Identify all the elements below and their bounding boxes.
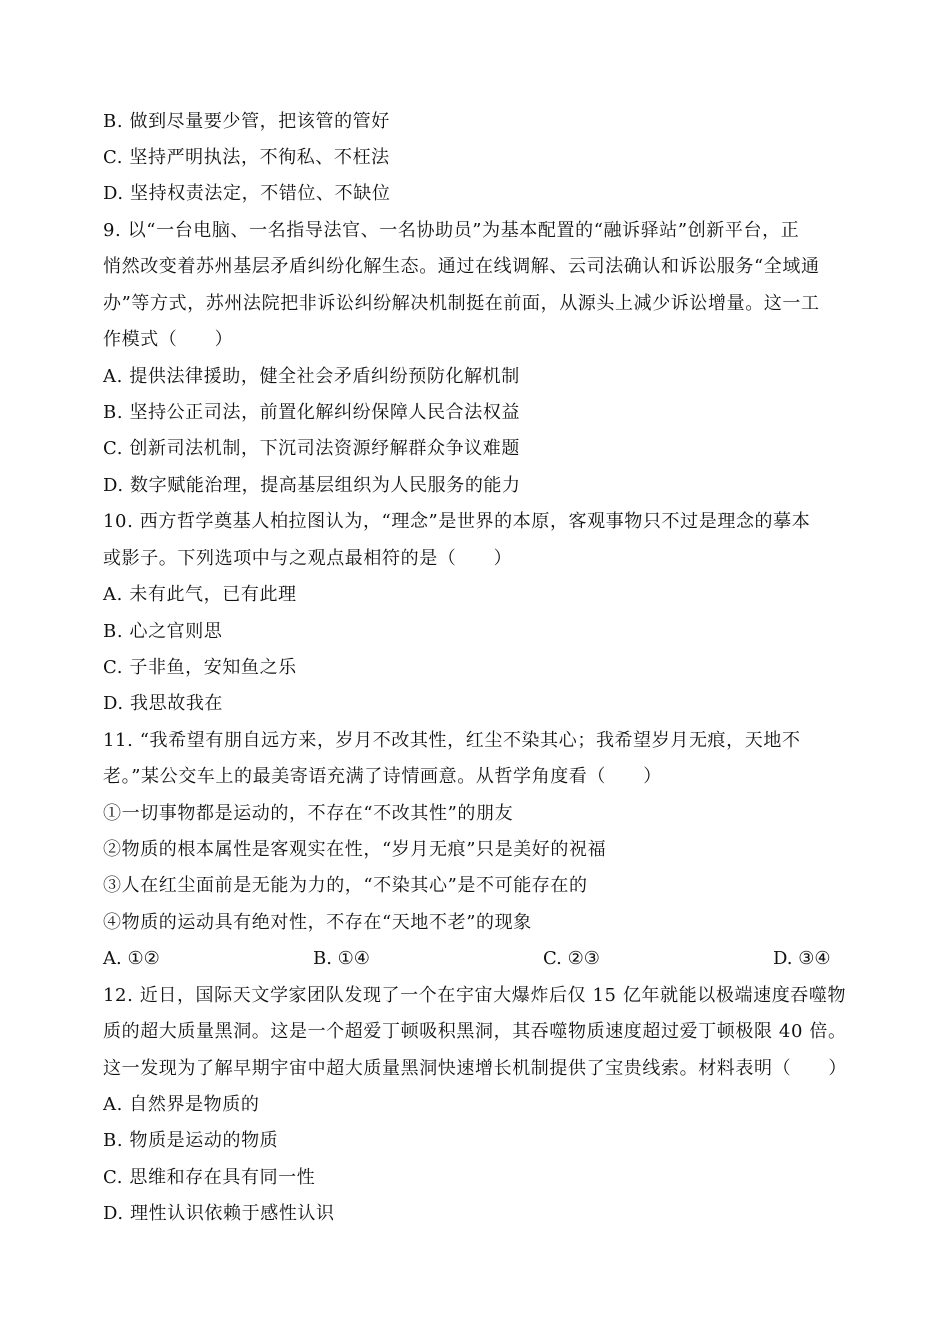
q11-stem-line: 老。”某公交车上的最美寄语充满了诗情画意。从哲学角度看（ ） xyxy=(103,766,662,787)
q11-choice-c: C. ②③ xyxy=(543,948,600,969)
q10-option-b: B. 心之官则思 xyxy=(103,621,223,642)
q11-choice-b: B. ①④ xyxy=(313,948,370,969)
q12-stem-line: 这一发现为了解早期宇宙中超大质量黑洞快速增长机制提供了宝贵线索。材料表明（ ） xyxy=(103,1058,847,1079)
q9-stem-line: 作模式（ ） xyxy=(103,329,234,350)
q9-option-d: D. 数字赋能治理，提高基层组织为人民服务的能力 xyxy=(103,475,521,496)
q9-option-c: C. 创新司法机制，下沉司法资源纾解群众争议难题 xyxy=(103,438,520,459)
q9-option-b: B. 坚持公正司法，前置化解纠纷保障人民合法权益 xyxy=(103,402,521,423)
q9-stem-line: 悄然改变着苏州基层矛盾纠纷化解生态。通过在线调解、云司法确认和诉讼服务“全域通 xyxy=(103,256,820,277)
q10-stem-line: 或影子。下列选项中与之观点最相符的是（ ） xyxy=(103,548,513,569)
q10-option-a: A. 未有此气，已有此理 xyxy=(103,584,297,605)
q11-statement-3: ③人在红尘面前是无能为力的，“不染其心”是不可能存在的 xyxy=(103,875,588,896)
q9-stem-line: 9. 以“一台电脑、一名指导法官、一名协助员”为基本配置的“融诉驿站”创新平台，正 xyxy=(103,220,800,241)
q11-stem-line: 11. “我希望有朋自远方来，岁月不改其性，红尘不染其心；我希望岁月无痕，天地不 xyxy=(103,730,801,751)
q12-option-a: A. 自然界是物质的 xyxy=(103,1094,260,1115)
q11-choice-row xyxy=(103,947,853,971)
q10-stem-line: 10. 西方哲学奠基人柏拉图认为，“理念”是世界的本原，客观事物只不过是理念的摹本 xyxy=(103,511,811,532)
q9-option-a: A. 提供法律援助，健全社会矛盾纠纷预防化解机制 xyxy=(103,366,520,387)
q11-statement-2: ②物质的根本属性是客观实在性，“岁月无痕”只是美好的祝福 xyxy=(103,839,607,860)
q8-option-b: B. 做到尽量要少管，把该管的管好 xyxy=(103,111,390,132)
q10-option-d: D. 我思故我在 xyxy=(103,693,224,714)
q12-option-c: C. 思维和存在具有同一性 xyxy=(103,1167,316,1188)
q9-stem-line: 办”等方式，苏州法院把非诉讼纠纷解决机制挺在前面，从源头上减少诉讼增量。这一工 xyxy=(103,293,820,314)
q11-choice-d: D. ③④ xyxy=(773,948,831,969)
q12-stem-line: 12. 近日，国际天文学家团队发现了一个在宇宙大爆炸后仅 15 亿年就能以极端速度吞噬物 xyxy=(103,985,847,1006)
q8-option-d: D. 坚持权责法定，不错位、不缺位 xyxy=(103,183,391,204)
q10-option-c: C. 子非鱼，安知鱼之乐 xyxy=(103,657,297,678)
q12-option-d: D. 理性认识依赖于感性认识 xyxy=(103,1203,335,1224)
q11-statement-4: ④物质的运动具有绝对性，不存在“天地不老”的现象 xyxy=(103,912,532,933)
q11-choice-a: A. ①② xyxy=(103,948,160,969)
q12-option-b: B. 物质是运动的物质 xyxy=(103,1130,279,1151)
q8-option-c: C. 坚持严明执法，不徇私、不枉法 xyxy=(103,147,390,168)
q11-statement-1: ①一切事物都是运动的，不存在“不改其性”的朋友 xyxy=(103,803,514,824)
q12-stem-line: 质的超大质量黑洞。这是一个超爱丁顿吸积黑洞，其吞噬物质速度超过爱丁顿极限 40 倍。 xyxy=(103,1021,847,1042)
